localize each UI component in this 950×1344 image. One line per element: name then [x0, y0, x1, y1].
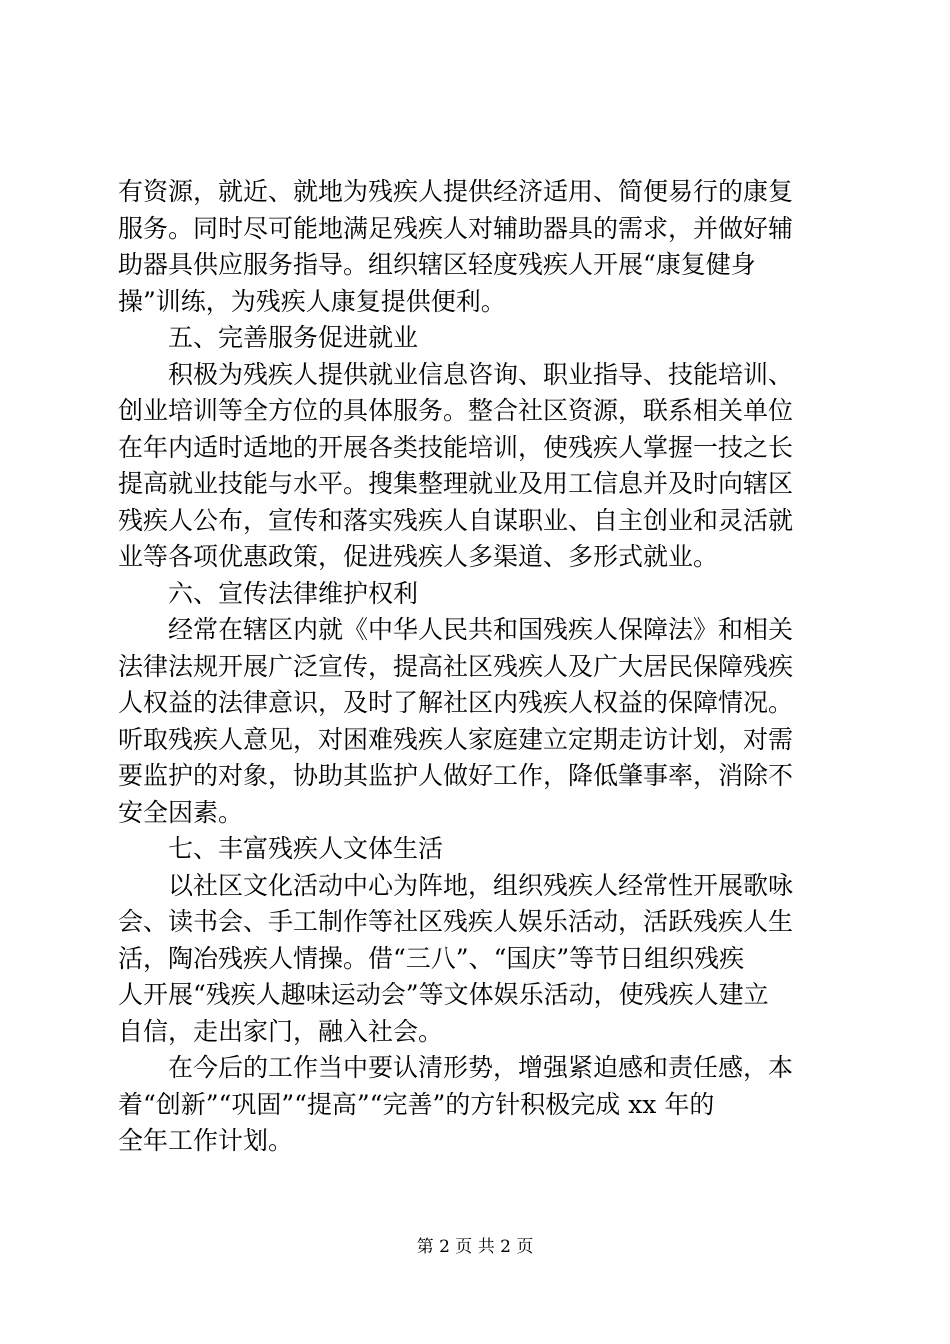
text-line: 安全因素。: [118, 797, 244, 827]
text-line: 经常在辖区内就《中华人民共和国残疾人保障法》和相关: [118, 615, 794, 644]
text-line: 操”训练，为残疾人康复提供便利。: [118, 286, 506, 316]
text-line: 人权益的法律意识，及时了解社区内残疾人权益的保障情况。: [118, 688, 794, 717]
text-line: 有资源，就近、就地为残疾人提供经济适用、简便易行的康复: [118, 177, 794, 206]
text-line: 提高就业技能与水平。搜集整理就业及用工信息并及时向辖区: [118, 469, 794, 498]
section-heading: 七、丰富残疾人文体生活: [118, 834, 444, 863]
text-line: 助器具供应服务指导。组织辖区轻度残疾人开展“康复健身: [118, 250, 756, 279]
text-line: 自信，走出家门，融入社会。: [118, 1016, 444, 1046]
text-line: 活，陶冶残疾人情操。借“三八”、“国庆”等节日组织残疾: [118, 943, 745, 973]
text-line: 要监护的对象，协助其监护人做好工作，降低肇事率，消除不: [118, 761, 794, 790]
text-line: 残疾人公布，宣传和落实残疾人自谋职业、自主创业和灵活就: [118, 505, 794, 535]
text-line: 法律法规开展广泛宣传，提高社区残疾人及广大居民保障残疾: [118, 651, 794, 681]
page-number: 第 2 页 共 2 页: [416, 1237, 534, 1257]
document-body: [118, 174, 838, 1160]
text-line: 以社区文化活动中心为阵地，组织残疾人经常性开展歌咏: [118, 870, 794, 900]
section-heading: 六、宣传法律维护权利: [118, 578, 419, 608]
text-line: 业等各项优惠政策，促进残疾人多渠道、多形式就业。: [118, 542, 719, 571]
text-line: 在今后的工作当中要认清形势，增强紧迫感和责任感，本: [118, 1053, 794, 1082]
text-line: 人开展“残疾人趣味运动会”等文体娱乐活动，使残疾人建立: [118, 980, 769, 1009]
text-line: 听取残疾人意见，对困难残疾人家庭建立定期走访计划，对需: [118, 724, 794, 754]
section-heading: 五、完善服务促进就业: [118, 323, 419, 352]
text-line: 全年工作计划。: [118, 1126, 294, 1155]
text-line: 会、读书会、手工制作等社区残疾人娱乐活动，活跃残疾人生: [118, 907, 794, 936]
text-line: 服务。同时尽可能地满足残疾人对辅助器具的需求，并做好辅: [118, 213, 794, 243]
text-line: 积极为残疾人提供就业信息咨询、职业指导、技能培训、: [118, 359, 794, 389]
page-footer: [0, 1236, 950, 1258]
text-line: 在年内适时适地的开展各类技能培训，使残疾人掌握一技之长: [118, 432, 794, 462]
text-line: 着“创新”“巩固”“提高”“完善”的方针积极完成 xx 年的: [118, 1089, 715, 1119]
text-line: 创业培训等全方位的具体服务。整合社区资源，联系相关单位: [118, 396, 794, 425]
